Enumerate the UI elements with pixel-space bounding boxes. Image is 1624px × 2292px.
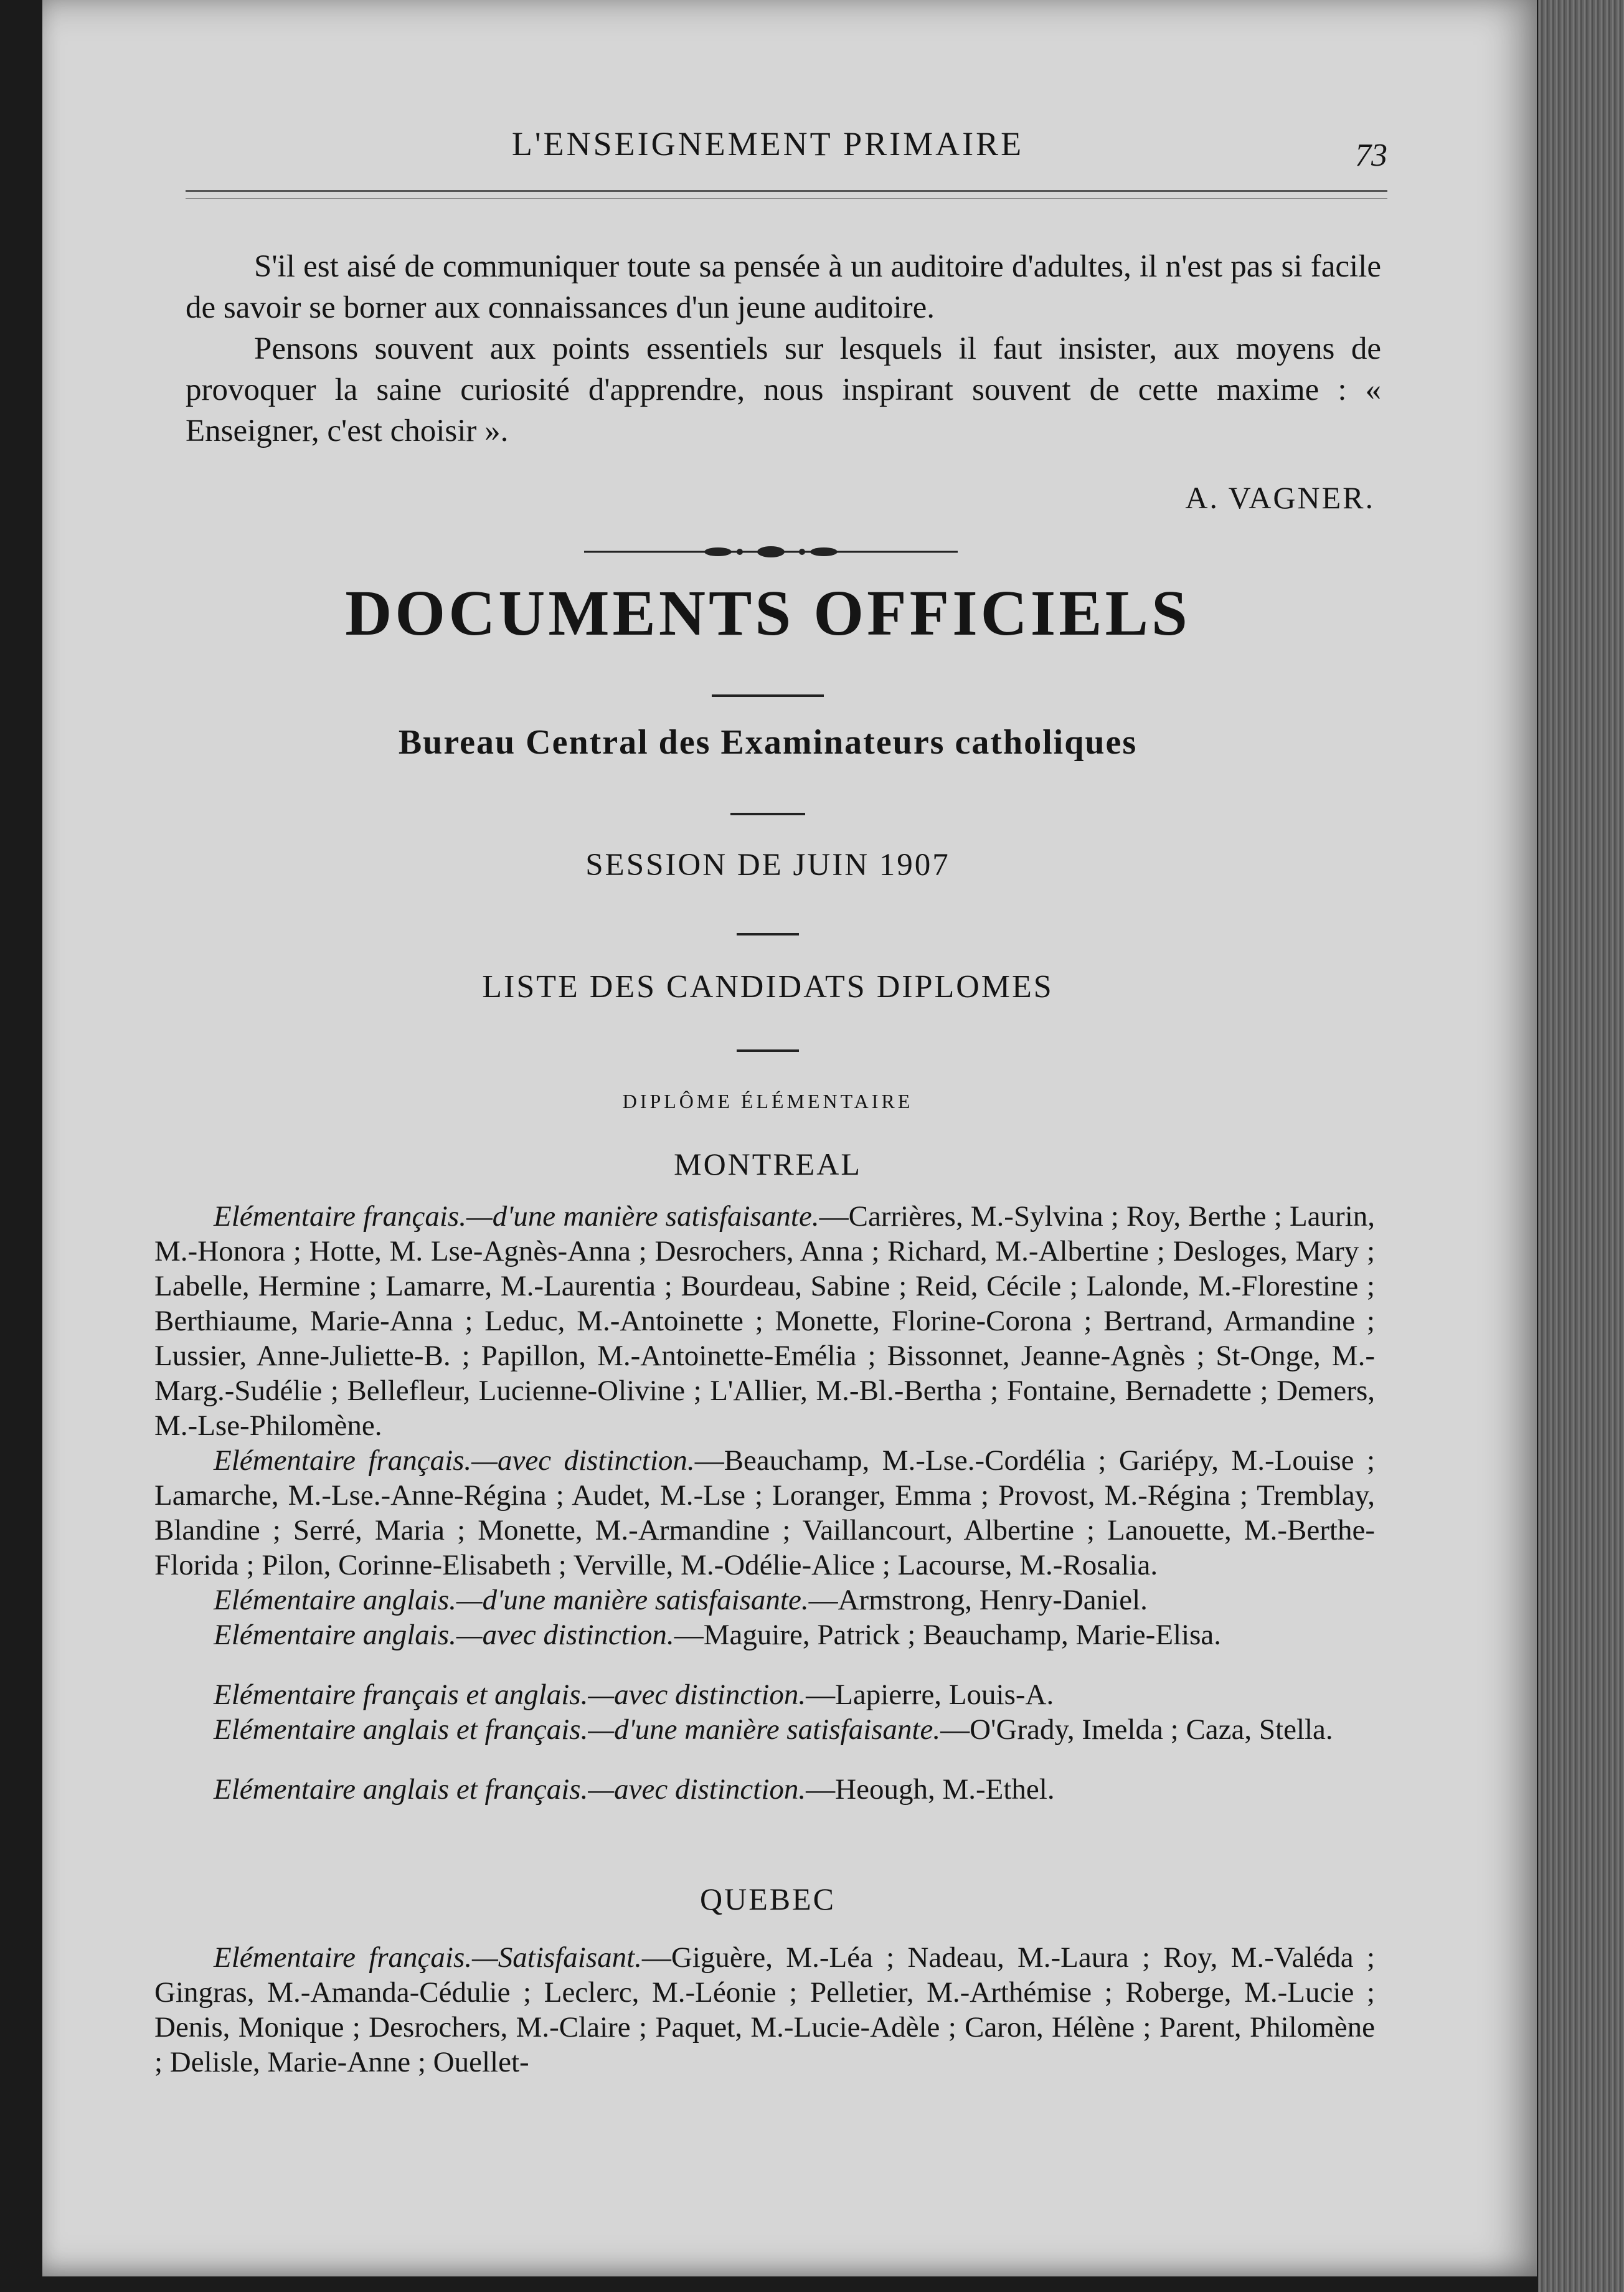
ornament-divider-icon bbox=[584, 539, 958, 564]
entry-category: Elémentaire français.—avec distinction. bbox=[214, 1444, 695, 1477]
session-heading: SESSION DE JUIN 1907 bbox=[585, 848, 950, 883]
author-signature: A. VAGNER. bbox=[1185, 480, 1375, 515]
montreal-entries bbox=[154, 1199, 1375, 1807]
entry-names: —Lapierre, Louis-A. bbox=[806, 1679, 1054, 1711]
list-item bbox=[154, 1712, 1375, 1747]
entry-category: Elémentaire français.—d'une manière satisfaisante. bbox=[214, 1200, 819, 1233]
running-title: L'ENSEIGNEMENT PRIMAIRE bbox=[511, 125, 1024, 163]
list-item bbox=[154, 1940, 1375, 2080]
entry-names: —Carrières, M.-Sylvina ; Roy, Berthe ; Laurin, M.-Honora ; Hotte, M. Lse-Agnès-Anna ; Desrochers, Anna ; Richard, M.-Albertine ; Desloges, Mary ; Labelle, Hermine ; Lamarre, M.-Laurentia ; Bourdeau, Sabine ; Reid, Cécile ; Lalonde, M.-Florestine ; Berthiaume, Marie-Anna ; Leduc, M.-Antoinette ; Monette, Florine-Corona ; Bertrand, Armandine ; Lussier, Anne-Juliette-B. ; Papillon, M.-Antoinette-Emélia ; Bissonnet, Jeanne-Agnès ; St-Onge, M.-Marg.-Sudélie ; Bellefleur, Lucienne-Olivine ; L'Allier, M.-Bl.-Bertha ; Fontaine, Bernadette ; Demers, M.-Lse-Philomène. bbox=[154, 1200, 1376, 1442]
section-title: DOCUMENTS OFFICIELS bbox=[345, 577, 1191, 649]
quebec-entries bbox=[154, 1940, 1375, 2080]
entry-names: —Beauchamp, M.-Lse.-Cordélia ; Gariépy, M.-Louise ; Lamarche, M.-Lse.-Anne-Régina ; Audet, M.-Lse ; Loranger, Emma ; Provost, M.-Régina ; Tremblay, Blandine ; Serré, Maria ; Monette, M.-Armandine ; Vaillancourt, Albertine ; Lanouette, M.-Berthe-Florida ; Pilon, Corinne-Elisabeth ; Verville, M.-Odélie-Alice ; Lacourse, M.-Rosalia. bbox=[154, 1444, 1375, 1581]
session-rule bbox=[737, 933, 799, 935]
entry-category: Elémentaire anglais.—avec distinction. bbox=[214, 1619, 674, 1651]
list-item bbox=[154, 1772, 1375, 1807]
entry-names: —Giguère, M.-Léa ; Nadeau, M.-Laura ; Roy, M.-Valéda ; Gingras, M.-Amanda-Cédulie ; Leclerc, M.-Léonie ; Pelletier, M.-Arthémise ; Roberge, M.-Lucie ; Denis, Monique ; Desrochers, M.-Claire ; Paquet, M.-Lucie-Adèle ; Caron, Hélène ; Parent, Philomène ; Delisle, Marie-Anne ; Ouellet- bbox=[154, 1941, 1375, 2078]
intro-paragraph: S'il est aisé de communiquer toute sa pensée à un auditoire d'adultes, il n'est pas si facile de savoir se borner aux connaissances d'un jeune auditoire. bbox=[186, 249, 1381, 325]
city-heading-quebec: QUEBEC bbox=[700, 1882, 836, 1916]
list-item bbox=[154, 1199, 1375, 1443]
entry-category: Elémentaire français et anglais.—avec distinction. bbox=[214, 1679, 806, 1711]
page-sheet bbox=[42, 0, 1537, 2276]
entry-names: —Maguire, Patrick ; Beauchamp, Marie-Elisa. bbox=[674, 1619, 1222, 1651]
intro-text bbox=[186, 246, 1381, 452]
entry-names: —Armstrong, Henry-Daniel. bbox=[808, 1584, 1148, 1616]
list-heading: LISTE DES CANDIDATS DIPLOMES bbox=[482, 969, 1054, 1005]
entry-category: Elémentaire anglais.—d'une manière satisfaisante. bbox=[214, 1584, 809, 1616]
entry-category: Elémentaire français.—Satisfaisant. bbox=[214, 1941, 642, 1974]
bureau-heading: Bureau Central des Examinateurs catholiques bbox=[398, 723, 1138, 762]
entry-names: —O'Grady, Imelda ; Caza, Stella. bbox=[940, 1713, 1333, 1746]
list-item bbox=[154, 1617, 1375, 1652]
entry-category: Elémentaire anglais et français.—avec distinction. bbox=[214, 1773, 806, 1806]
bureau-rule bbox=[730, 813, 805, 815]
header-rule bbox=[186, 190, 1387, 199]
city-heading-montreal: MONTREAL bbox=[674, 1147, 862, 1182]
running-header bbox=[148, 125, 1387, 174]
list-rule bbox=[737, 1049, 799, 1052]
book-page-edges bbox=[1538, 0, 1624, 2292]
list-item bbox=[154, 1443, 1375, 1583]
page-number: 73 bbox=[1355, 138, 1387, 173]
diploma-heading: DIPLÔME ÉLÉMENTAIRE bbox=[622, 1090, 913, 1112]
title-rule bbox=[712, 694, 824, 697]
list-item bbox=[154, 1677, 1375, 1712]
entry-names: —Heough, M.-Ethel. bbox=[806, 1773, 1055, 1806]
entry-category: Elémentaire anglais et français.—d'une manière satisfaisante. bbox=[214, 1713, 941, 1746]
intro-paragraph: Pensons souvent aux points essentiels sur lesquels il faut insister, aux moyens de provoquer la saine curiosité d'apprendre, nous inspirant souvent de cette maxime : « Enseigner, c'est choisir ». bbox=[186, 331, 1381, 448]
list-item bbox=[154, 1583, 1375, 1617]
